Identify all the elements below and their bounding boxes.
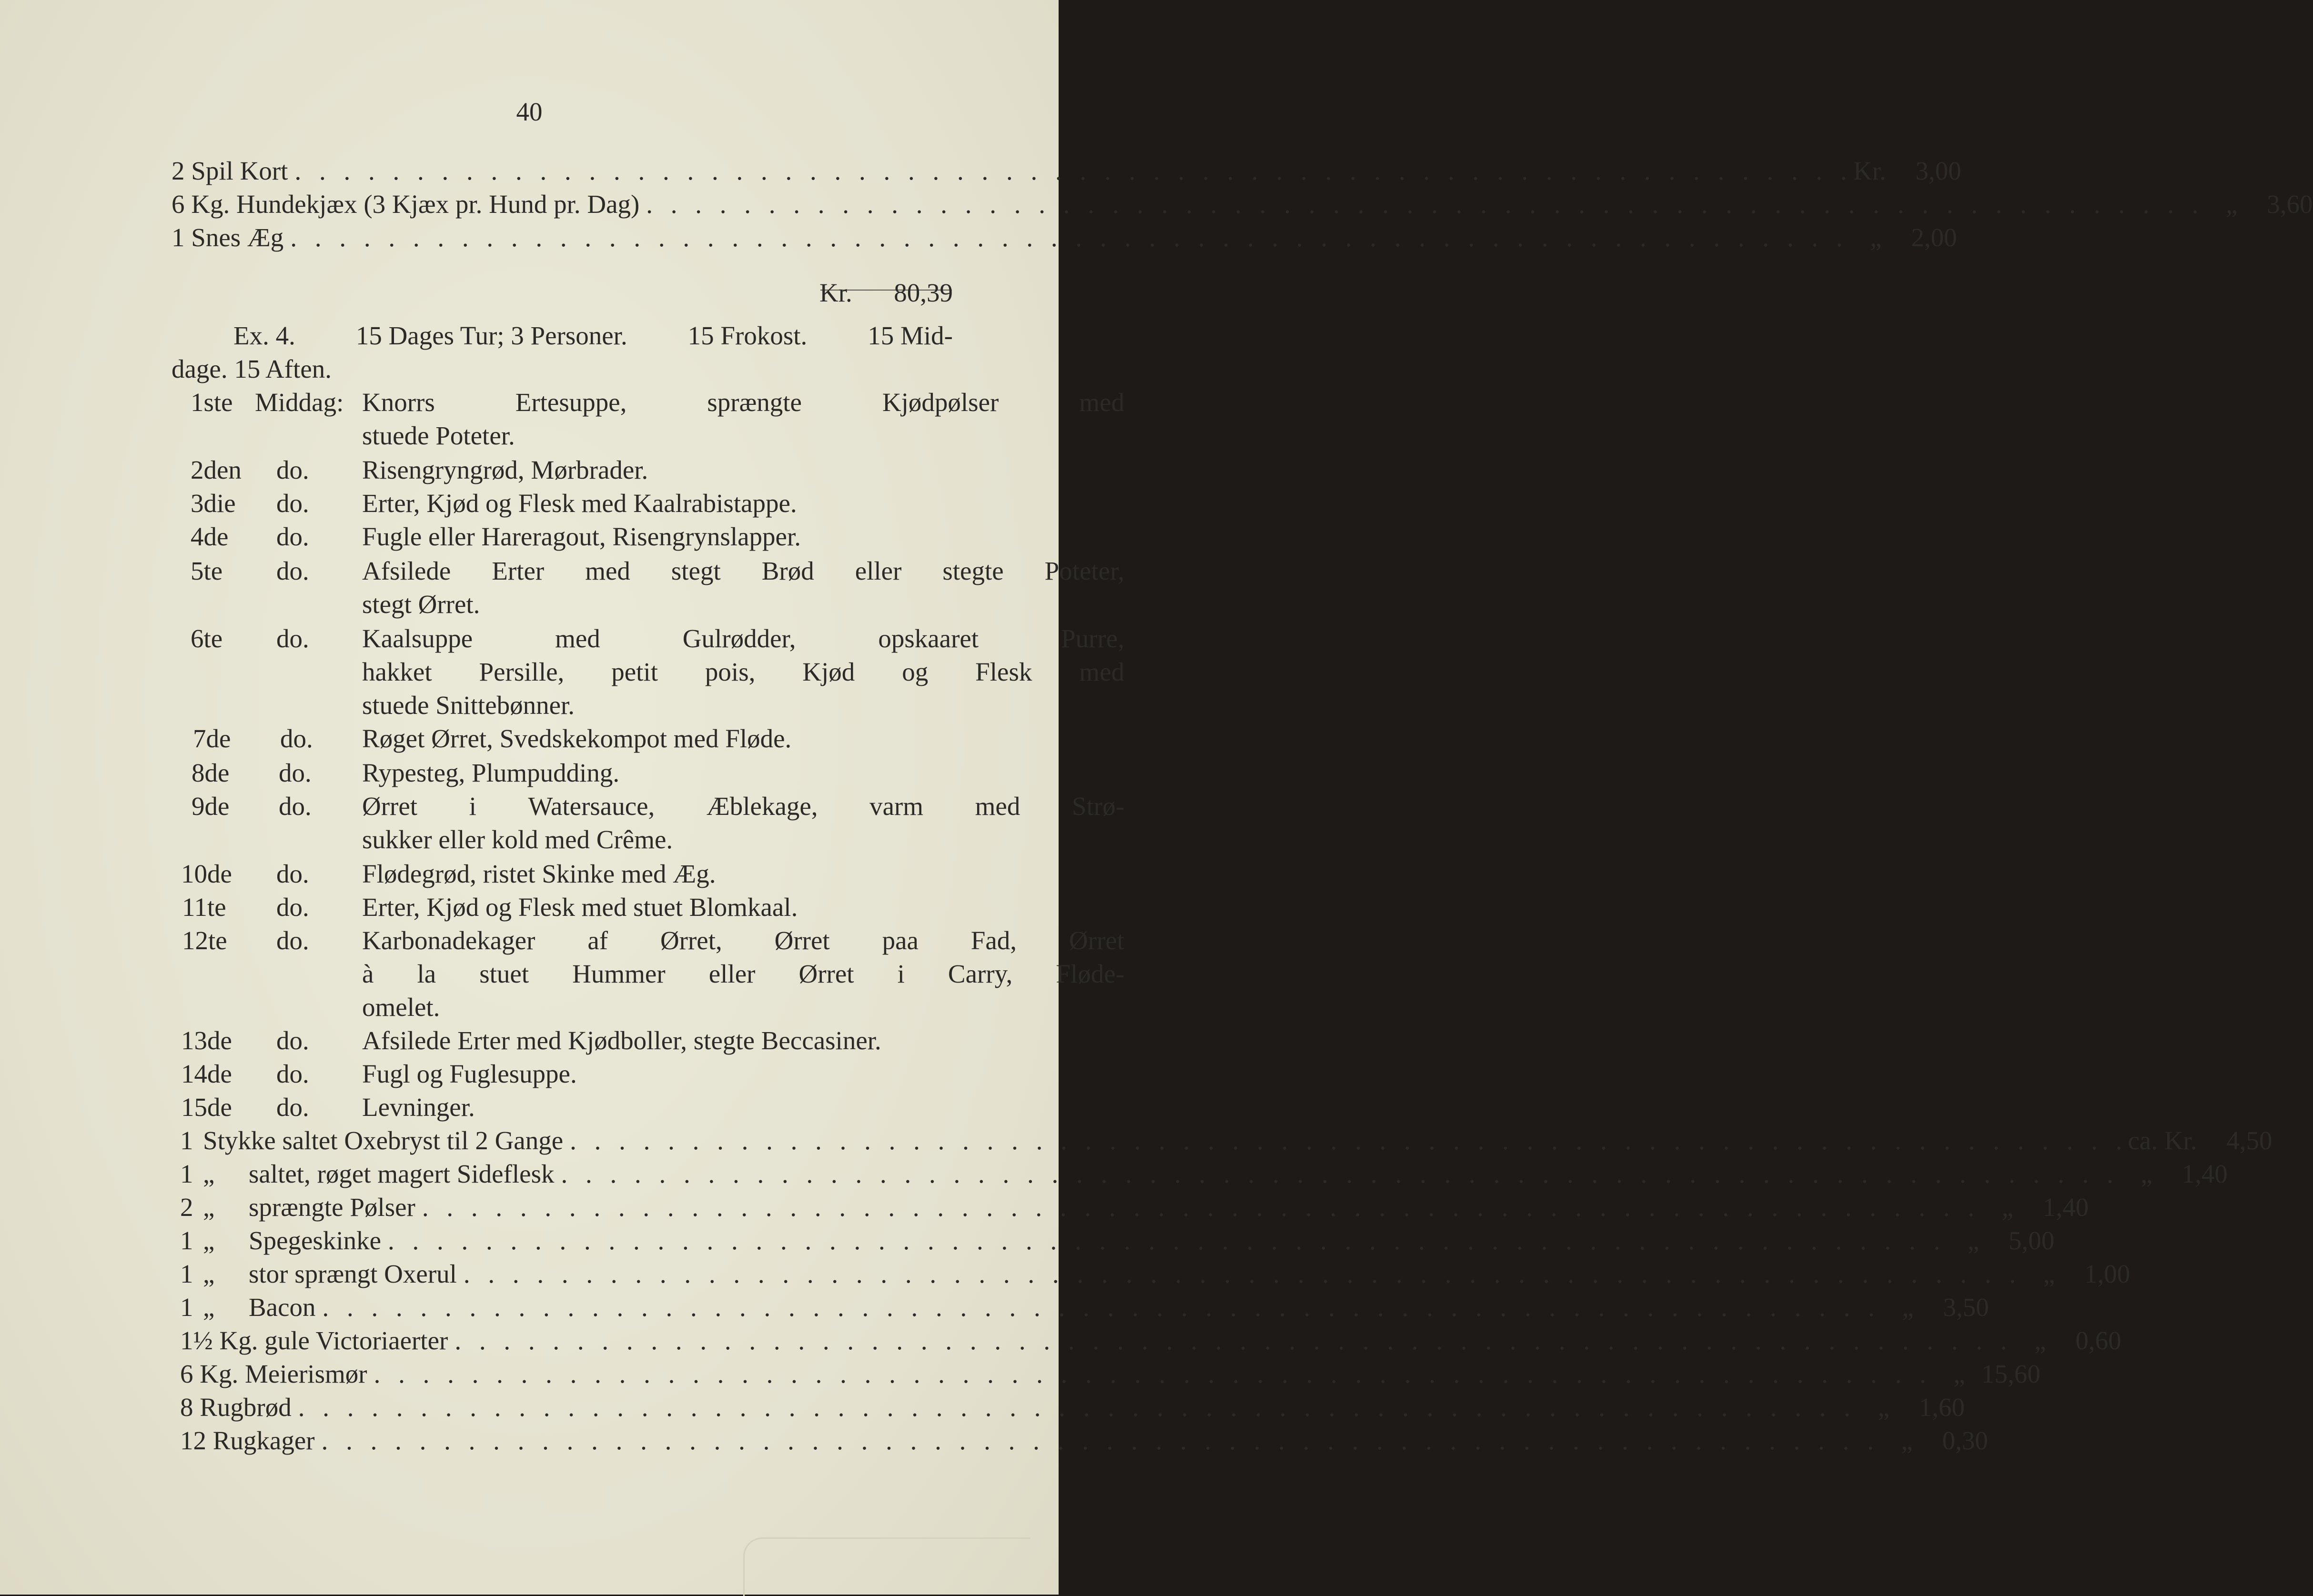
cost-desc: 1 Snes Æg [172, 223, 284, 252]
cost-desc: 6 Kg. Meierismør [180, 1359, 367, 1388]
leader-dots [554, 1157, 2119, 1191]
cost-desc: 6 Kg. Hundekjæx (3 Kjæx pr. Hund pr. Dag) [172, 190, 640, 219]
ditto-mark: „ [203, 1193, 215, 1222]
dish-line: Fugl og Fuglesuppe. [362, 1059, 577, 1088]
cost-desc-text: Stykke saltet Oxebryst til 2 Gange [203, 1126, 564, 1155]
menu-ditto: do. [276, 893, 309, 922]
dish-word: med [1079, 388, 1124, 417]
dish-word: Knorrs [362, 388, 435, 417]
dish-word: Erter [492, 556, 545, 585]
cost-amount: 1,60 [1919, 1393, 1965, 1422]
menu-dish [362, 453, 1124, 487]
menu-ditto: do. [276, 455, 309, 484]
cost-amount: 3,60 [2267, 190, 2313, 219]
dish-word: Watersauce, [528, 792, 655, 821]
cost-line [180, 1224, 2055, 1257]
dish-word: Poteter, [1044, 556, 1124, 585]
dish-line: Rypesteg, Plumpudding. [362, 758, 620, 787]
leader-dots [563, 1124, 2128, 1157]
cost-currency: „ [2043, 1259, 2055, 1288]
dish-line [362, 790, 1124, 823]
cost-qty: 1 [180, 1293, 193, 1322]
cost-desc-text: sprængte Pølser [249, 1193, 415, 1222]
menu-dish [362, 520, 1124, 553]
cost-currency: „ [2034, 1326, 2046, 1355]
example-heading-cont: dage. 15 Aften. [172, 354, 332, 383]
cost-amount: 4,50 [2226, 1126, 2273, 1155]
menu-day: 3die [191, 489, 236, 518]
cost-qty: 1 [180, 1259, 193, 1288]
cost-currency: „ [1901, 1426, 1913, 1455]
menu-day: 6te [191, 624, 223, 653]
leader-dots [457, 1257, 2021, 1291]
cost-line [180, 1291, 1989, 1324]
dish-word: à [362, 959, 374, 988]
cost-desc: 12 Rugkager [180, 1426, 315, 1455]
cost-line [180, 1191, 2089, 1224]
cost-amount: 3,00 [1915, 156, 1961, 185]
cost-amount: 2,00 [1911, 223, 1957, 252]
leader-dots [367, 1357, 1932, 1391]
dish-word: Ørret [798, 959, 854, 988]
dish-line [362, 924, 1124, 957]
menu-day: 12te [182, 926, 227, 955]
dish-word: med [975, 792, 1020, 821]
cost-qty: 1 [180, 1159, 193, 1188]
cost-desc-text: stor sprængt Oxerul [249, 1259, 457, 1288]
cost-desc: 8 Rugbrød [180, 1393, 292, 1422]
menu-dish [362, 1057, 1124, 1091]
cost-qty: 1 [180, 1226, 193, 1255]
menu-ditto: do. [276, 556, 309, 585]
cost-desc [180, 1224, 381, 1257]
dish-line: Afsilede Erter med Kjødboller, stegte Beccasiner. [362, 1026, 881, 1055]
dish-word: Ørret, [660, 926, 722, 955]
leader-dots [639, 188, 2204, 221]
menu-dish [362, 924, 1124, 1024]
dish-word: og [902, 657, 929, 686]
dish-word: Ertesuppe, [515, 388, 627, 417]
leader-dots [415, 1191, 1980, 1224]
cost-line [172, 221, 1957, 254]
menu-ditto: do. [276, 926, 309, 955]
cost-desc [180, 1191, 415, 1224]
dish-word: Kaalsuppe [362, 624, 473, 653]
cost-amount: 1,40 [2042, 1193, 2089, 1222]
menu-ditto: do. [280, 724, 313, 753]
dish-line: Erter, Kjød og Flesk med Kaalrabistappe. [362, 489, 797, 518]
dish-word: eller [855, 556, 902, 585]
dish-line [362, 622, 1124, 655]
dish-line: stuede Poteter. [362, 421, 515, 450]
dish-word: hakket [362, 657, 432, 686]
cost-currency: „ [2141, 1159, 2152, 1188]
dish-line: Levninger. [362, 1093, 475, 1122]
menu-ditto: do. [276, 522, 309, 551]
cost-line [172, 154, 1961, 188]
dish-word: petit [611, 657, 658, 686]
dish-word: med [585, 556, 630, 585]
total-currency: Kr. [819, 278, 852, 307]
menu-day: 2den [191, 455, 242, 484]
menu-meal: Middag: [255, 388, 344, 417]
cost-currency: „ [2226, 190, 2238, 219]
example-dinner: 15 Mid- [868, 321, 953, 350]
menu-day: 8de [192, 758, 230, 787]
ditto-mark: „ [203, 1159, 215, 1188]
menu-day: 11te [182, 893, 226, 922]
leader-dots [283, 221, 1848, 254]
dish-word: Kjød [802, 657, 855, 686]
menu-dish [362, 722, 1124, 755]
dish-word: Afsilede [362, 556, 451, 585]
menu-day: 15de [181, 1093, 232, 1122]
menu-day: 9de [192, 792, 230, 821]
cost-line [180, 1424, 1988, 1457]
ditto-mark: „ [203, 1226, 215, 1255]
cost-currency: „ [1870, 223, 1882, 252]
cost-qty: 2 [180, 1193, 193, 1222]
example-heading [233, 319, 953, 352]
cost-currency: „ [1902, 1293, 1914, 1322]
dish-word: sprængte [707, 388, 802, 417]
dish-word: med [1079, 657, 1124, 686]
menu-ditto: do. [279, 792, 312, 821]
menu-dish [362, 1024, 1124, 1057]
dish-word: af [587, 926, 608, 955]
dish-word: la [417, 959, 436, 988]
cost-desc-text: Spegeskinke [249, 1226, 382, 1255]
dish-word: Purre, [1061, 624, 1124, 653]
dish-word: Gulrødder, [682, 624, 796, 653]
dish-word: stegt [671, 556, 721, 585]
cost-line [180, 1257, 2131, 1291]
dish-line: Flødegrød, ristet Skinke med Æg. [362, 859, 716, 888]
cost-amount: 0,30 [1942, 1426, 1988, 1455]
cost-line [180, 1324, 2121, 1357]
menu-day: 10de [181, 859, 232, 888]
cost-desc [180, 1257, 457, 1291]
cost-currency: Kr. [1853, 156, 1886, 185]
total-amount: 80,39 [894, 278, 953, 307]
menu-ditto: do. [276, 624, 309, 653]
cost-line [180, 1157, 2228, 1191]
dish-line [362, 957, 1124, 991]
dish-word: Carry, [948, 959, 1013, 988]
dish-word: Ørret [362, 792, 418, 821]
dish-word: varm [869, 792, 924, 821]
dish-line [362, 554, 1124, 588]
menu-dish [362, 554, 1124, 621]
dish-word: opskaaret [878, 624, 979, 653]
dish-line: omelet. [362, 993, 440, 1022]
ditto-mark: „ [203, 1259, 215, 1288]
menu-dish [362, 386, 1124, 452]
total-line [819, 276, 953, 310]
leader-dots [315, 1424, 1879, 1457]
leader-dots [288, 154, 1852, 188]
menu-day: 4de [191, 522, 229, 551]
leader-dots [448, 1324, 2012, 1357]
dish-word: Ørret [1069, 926, 1124, 955]
menu-dish [362, 487, 1124, 520]
dish-word: Æblekage, [706, 792, 818, 821]
leader-dots [381, 1224, 1946, 1257]
dish-word: Fad, [970, 926, 1017, 955]
dish-line: Fugle eller Hareragout, Risengrynslapper. [362, 522, 801, 551]
ditto-mark: „ [203, 1293, 215, 1322]
cost-amount: 3,50 [1943, 1293, 1989, 1322]
dish-line: Erter, Kjød og Flesk med stuet Blomkaal. [362, 893, 798, 922]
cost-currency: „ [1953, 1359, 1965, 1388]
page-curl-shadow [743, 1537, 1030, 1596]
cost-currency: „ [2001, 1193, 2014, 1222]
cost-amount: 5,00 [2009, 1226, 2055, 1255]
dish-line [362, 655, 1124, 689]
menu-ditto: do. [276, 859, 309, 888]
dish-word: paa [882, 926, 919, 955]
menu-day: 7de [193, 724, 231, 753]
cost-desc: 2 Spil Kort [172, 156, 288, 185]
dish-word: Flesk [975, 657, 1032, 686]
example-label: Ex. 4. [233, 321, 295, 350]
cost-line [180, 1124, 2273, 1157]
dish-word: Persille, [479, 657, 565, 686]
menu-dish [362, 790, 1124, 856]
dish-line: stegt Ørret. [362, 590, 480, 619]
menu-ditto: do. [276, 1093, 309, 1122]
dish-word: Kjødpølser [882, 388, 999, 417]
dish-word: Fløde- [1056, 959, 1124, 988]
cost-currency: „ [1967, 1226, 1980, 1255]
dish-word: i [469, 792, 476, 821]
dish-line: Risengryngrød, Mørbrader. [362, 455, 648, 484]
menu-dish [362, 1091, 1124, 1124]
example-breakfast: 15 Frokost. [687, 321, 808, 350]
menu-day: 1ste [191, 388, 233, 417]
page-number: 40 [516, 97, 543, 126]
menu-dish [362, 857, 1124, 891]
cost-line [180, 1357, 2040, 1391]
dish-word: stegte [942, 556, 1004, 585]
dish-line: stuede Snittebønner. [362, 691, 575, 720]
cost-desc [180, 1291, 316, 1324]
cost-desc-text: Bacon [249, 1293, 316, 1322]
menu-ditto: do. [276, 1059, 309, 1088]
dish-word: Ørret [774, 926, 830, 955]
cost-desc: 1½ Kg. gule Victoriaerter [180, 1326, 448, 1355]
dish-word: i [897, 959, 905, 988]
menu-ditto: do. [276, 1026, 309, 1055]
menu-day: 5te [191, 556, 223, 585]
menu-dish [362, 891, 1124, 924]
menu-dish [362, 622, 1124, 722]
menu-dish [362, 756, 1124, 790]
dish-word: med [555, 624, 600, 653]
dish-line: Røget Ørret, Svedskekompot med Fløde. [362, 724, 792, 753]
cost-currency: „ [1878, 1393, 1889, 1422]
cost-amount: 15,60 [1981, 1359, 2040, 1388]
menu-ditto: do. [279, 758, 312, 787]
cost-amount: 1,40 [2182, 1159, 2228, 1188]
leader-dots [316, 1291, 1880, 1324]
cost-amount: 1,00 [2084, 1259, 2131, 1288]
cost-line [180, 1391, 1965, 1424]
dish-word: Strø- [1071, 792, 1124, 821]
dish-word: Brød [761, 556, 814, 585]
dish-line [362, 386, 1124, 419]
menu-ditto: do. [276, 489, 309, 518]
cost-desc-text: saltet, røget magert Sideflesk [249, 1159, 555, 1188]
example-duration: 15 Dages Tur; 3 Personer. [355, 321, 627, 350]
dish-word: stuet [479, 959, 529, 988]
cost-line [172, 188, 2313, 221]
dish-word: eller [708, 959, 756, 988]
leader-dots [292, 1391, 1856, 1424]
cost-desc [180, 1124, 563, 1157]
cost-qty: 1 [180, 1126, 193, 1155]
menu-day: 13de [181, 1026, 232, 1055]
dish-word: Hummer [572, 959, 666, 988]
dish-word: Karbonadekager [362, 926, 535, 955]
dish-word: pois, [705, 657, 756, 686]
cost-amount: 0,60 [2075, 1326, 2121, 1355]
menu-day: 14de [181, 1059, 232, 1088]
dish-line: sukker eller kold med Crême. [362, 825, 673, 854]
cost-desc [180, 1157, 554, 1191]
cost-currency: ca. Kr. [2128, 1126, 2197, 1155]
